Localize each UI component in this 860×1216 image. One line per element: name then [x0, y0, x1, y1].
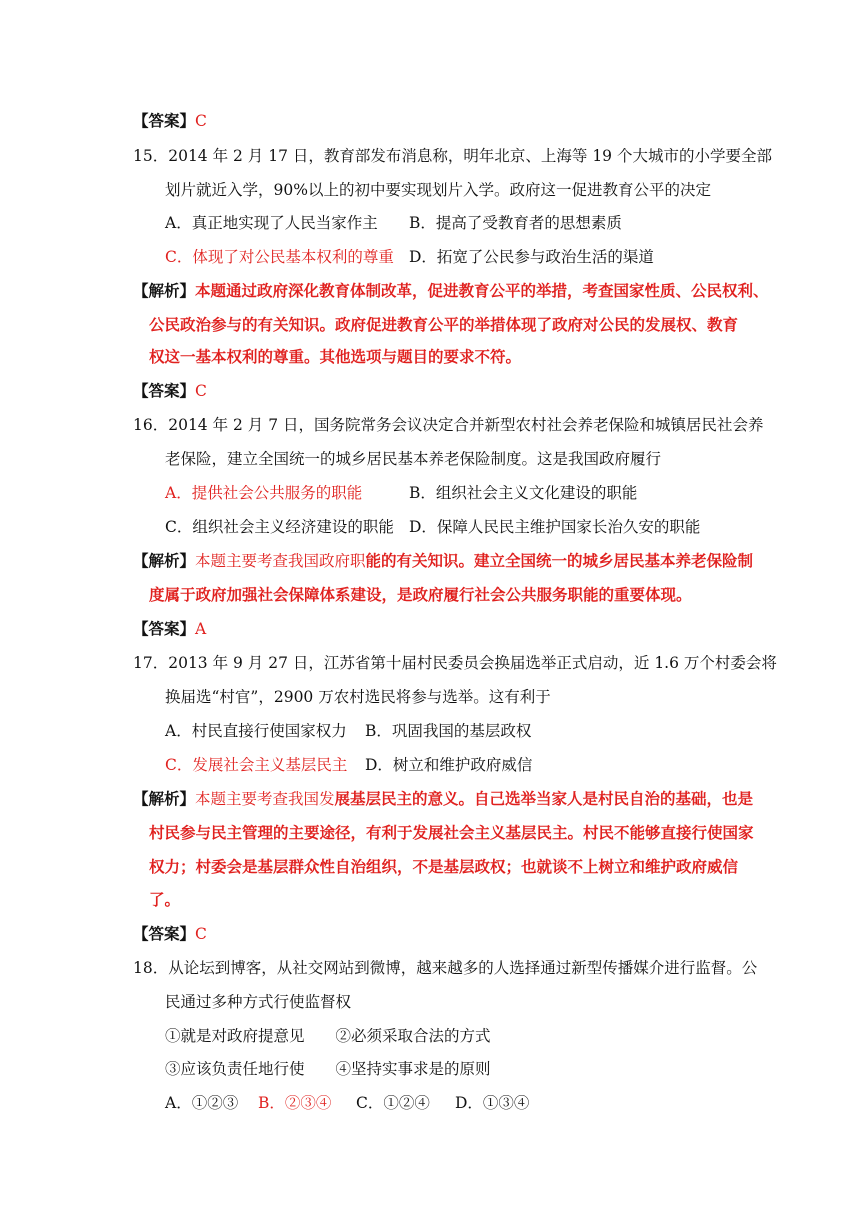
question-16-stem-line1: 16．2014 年 2 月 7 日，国务院常务会议决定合并新型农村社会养老保险和城镇居民社会养	[133, 416, 764, 434]
answer-label: 【答案】	[133, 619, 196, 638]
answer-line	[133, 110, 207, 132]
question-16-stem-line2: 老保险，建立全国统一的城乡居民基本养老保险制度。这是我国政府履行	[165, 450, 662, 468]
answer-value: C	[195, 112, 207, 130]
analysis-text: 能的有关知识。建立全国统一的城乡居民基本养老保险制	[365, 551, 754, 570]
question-17-analysis-line2: 村民参与民主管理的主要途径，有利于发展社会主义基层民主。村民不能够直接行使国家	[149, 823, 754, 842]
question-15-analysis-line1	[133, 280, 769, 302]
question-17-stem-line2: 换届选“村官”，2900 万农村选民将参与选举。这有利于	[165, 688, 551, 706]
answer-value: C	[195, 382, 207, 400]
question-16-analysis-line1	[133, 550, 753, 572]
question-16-option-c: C．组织社会主义经济建设的职能	[165, 518, 394, 536]
analysis-label: 【解析】	[133, 789, 196, 808]
analysis-text: 本题主要考查我国发	[195, 790, 335, 808]
analysis-text: 展基层民主的意义。自己选举当家人是村民自治的基础，也是	[334, 789, 754, 808]
question-18-stem-line1: 18．从论坛到博客，从社交网站到微博，越来越多的人选择通过新型传播媒介进行监督。公	[133, 959, 758, 977]
answer-value: C	[195, 925, 207, 943]
question-18-option-d: D．①③④	[455, 1094, 530, 1112]
question-17-stem-line1: 17．2013 年 9 月 27 日，江苏省第十届村民委员会换届选举正式启动，近 1.6 万个村委会将	[133, 654, 777, 672]
question-17-option-d: D．树立和维护政府威信	[365, 756, 533, 774]
question-15-analysis-line2: 公民政治参与的有关知识。政府促进教育公平的举措体现了政府对公民的发展权、教育	[149, 315, 739, 334]
question-15-option-a: A．真正地实现了人民当家作主	[165, 214, 378, 232]
analysis-label: 【解析】	[133, 281, 196, 300]
question-16-answer	[133, 618, 206, 640]
question-15-analysis-line3: 权这一基本权利的尊重。其他选项与题目的要求不符。	[149, 347, 522, 366]
question-15-answer	[133, 380, 207, 402]
question-16-option-b: B．组织社会主义文化建设的职能	[409, 484, 638, 502]
question-15-stem-line2: 划片就近入学，90%以上的初中要实现划片入学。政府这一促进教育公平的决定	[165, 181, 711, 199]
answer-value: A	[195, 620, 207, 638]
question-16-option-a: A．提供社会公共服务的职能	[165, 484, 363, 502]
answer-label: 【答案】	[133, 381, 196, 400]
analysis-text: 本题主要考查我国政府职	[195, 552, 366, 570]
question-18-option-a: A．①②③	[165, 1094, 239, 1112]
answer-label: 【答案】	[133, 924, 196, 943]
question-17-analysis-line4: 了。	[149, 890, 181, 909]
question-17-option-b: B．巩固我国的基层政权	[365, 722, 532, 740]
question-17-analysis-line3: 权力；村委会是基层群众性自治组织，不是基层政权；也就谈不上树立和维护政府威信	[149, 857, 739, 876]
question-17-answer	[133, 923, 207, 945]
analysis-text: 制改革，促进教育公平的举措，考查国家性质、公民权利、	[365, 281, 769, 300]
question-18-items-1-2: ①就是对政府提意见 ②必须采取合法的方式	[165, 1027, 491, 1045]
question-18-option-b: B．②③④	[258, 1094, 332, 1112]
question-15-option-c: C．体现了对公民基本权利的尊重	[165, 248, 394, 266]
question-17-analysis-line1	[133, 788, 753, 810]
question-18-option-c: C．①②④	[356, 1094, 430, 1112]
question-16-option-d: D．保障人民民主维护国家长治久安的职能	[409, 518, 701, 536]
question-17-option-c: C．发展社会主义基层民主	[165, 756, 348, 774]
question-15-option-d: D．拓宽了公民参与政治生活的渠道	[409, 248, 654, 266]
question-15-stem-line1: 15．2014 年 2 月 17 日，教育部发布消息称，明年北京、上海等 19 个大城市的小学要全部	[133, 147, 772, 165]
question-17-option-a: A．村民直接行使国家权力	[165, 722, 347, 740]
answer-label: 【答案】	[133, 111, 196, 130]
analysis-label: 【解析】	[133, 551, 196, 570]
question-18-items-3-4: ③应该负责任地行使 ④坚持实事求是的原则	[165, 1060, 491, 1078]
question-15-option-b: B．提高了受教育者的思想素质	[409, 214, 622, 232]
analysis-text: 本题通过政府深化教育体	[195, 281, 366, 300]
question-16-analysis-line2: 度属于政府加强社会保障体系建设，是政府履行社会公共服务职能的重要体现。	[149, 585, 692, 604]
question-18-stem-line2: 民通过多种方式行使监督权	[165, 993, 352, 1011]
